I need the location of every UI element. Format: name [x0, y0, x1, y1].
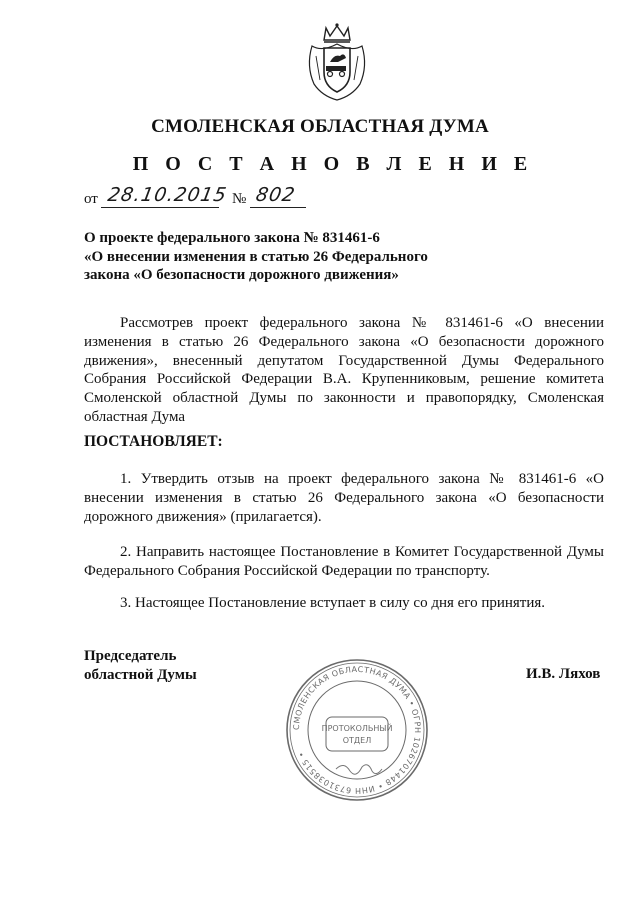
- document-meta: [84, 186, 344, 212]
- subject-line: закона «О безопасности дорожного движения»: [84, 267, 399, 283]
- resolution-item-text: 2. Направить настоящее Постановление в Комитет Государственной Думы Федерального Собрания Российской Федерации по транспорту.: [84, 544, 604, 579]
- preamble-paragraph: [84, 314, 604, 427]
- stamp-ring-text: СМОЛЕНСКАЯ ОБЛАСТНАЯ ДУМА • ОГРН 1026701448 • ИНН 6731038515 •: [291, 664, 423, 796]
- document-type: П О С Т А Н О В Л Е Н И Е: [132, 153, 534, 175]
- subject-line: «О внесении изменения в статью 26 Федерального: [84, 248, 428, 265]
- handwritten-number: 802: [254, 184, 298, 206]
- signatory-name: И.В. Ляхов: [526, 666, 601, 682]
- handwritten-date: 28.10.2015: [106, 184, 229, 206]
- coat-of-arms-icon: [304, 22, 370, 102]
- number-underline: [250, 206, 306, 208]
- signatory-title: [84, 647, 197, 685]
- document-subject: [84, 229, 444, 285]
- stamp-center-line: ОТДЕЛ: [342, 736, 372, 745]
- official-stamp: [284, 657, 430, 803]
- resolution-item-text: 3. Настоящее Постановление вступает в силу со дня его принятия.: [120, 595, 546, 611]
- resolution-item-text: 1. Утвердить отзыв на проект федерального закона № 831461-6 «О внесении изменения в статью 26 Федерального закона «О безопасности дорожного движения» (прилагается).: [84, 471, 604, 525]
- signatory-title-line: областной Думы: [84, 667, 197, 683]
- resolve-heading: ПОСТАНОВЛЯЕТ:: [84, 433, 223, 450]
- date-prefix: от: [84, 191, 98, 207]
- signatory-title-line: Председатель: [84, 648, 177, 664]
- resolution-item-3: [84, 594, 604, 613]
- resolution-item-1: [84, 470, 604, 526]
- number-prefix: №: [232, 191, 247, 207]
- resolution-item-2: [84, 543, 604, 581]
- preamble-text: Рассмотрев проект федерального закона № 831461-6 «О внесении изменения в статью 26 Федерального закона «О безопасности дорожного движения», внесенный депутатом Государственной Думы Федерального Собрания Российской Федерации В.А. Крупенниковым, решение комитета Смоленской областной Думы по законности и правопорядку, Смоленская областная Дума: [84, 315, 604, 425]
- stamp-center-line: ПРОТОКОЛЬНЫЙ: [321, 724, 393, 733]
- date-underline: [101, 206, 219, 208]
- organization-title: СМОЛЕНСКАЯ ОБЛАСТНАЯ ДУМА: [151, 116, 489, 137]
- subject-line: О проекте федерального закона № 831461-6: [84, 230, 380, 246]
